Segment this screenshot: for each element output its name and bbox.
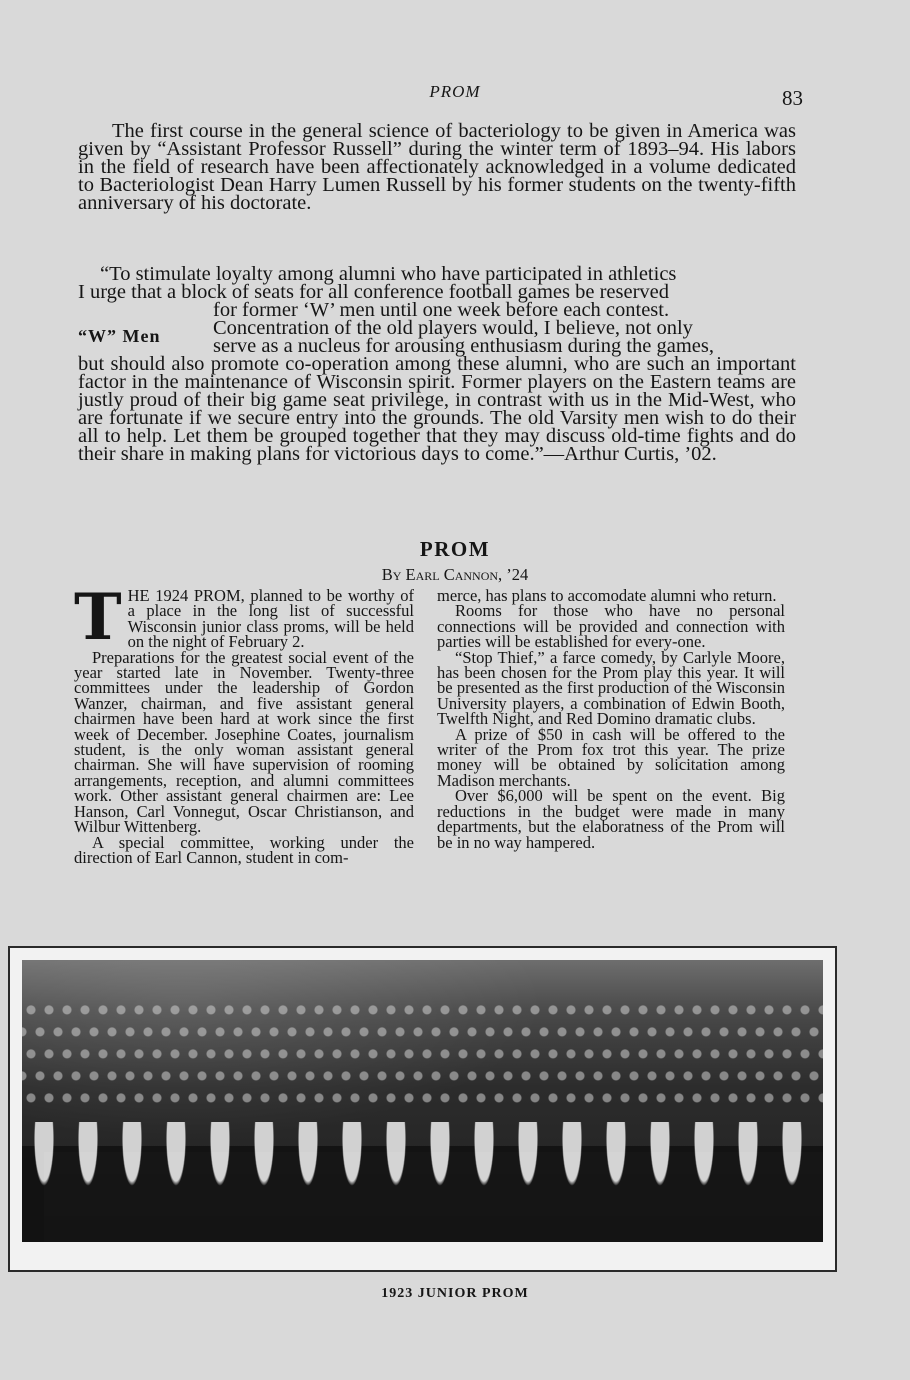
running-head: PROM: [429, 82, 481, 101]
left-paragraph-1-text: HE 1924 PROM, planned to be worthy of a place in the long list of successful Wisconsin junior class proms, will be held on the night of February 2.: [127, 586, 414, 652]
article-byline: By Earl Cannon, ’24: [381, 565, 529, 584]
w-men-sidehead: “W” Men: [78, 326, 161, 346]
front-row-couples: [22, 1122, 823, 1242]
w-men-rest: but should also promote co-operation among these alumni, who are such an important factor in the maintenance of Wisconsin spirit. Former players on the Eastern teams are justly proud of their big game seat privilege, in contrast with us in the Mid-West, who are fortunate if we secure entry into the grounds. The old Varsity men wish to do their all to help. Let them be grouped together that they may discuss old-time fights and do their share in making plans for victorious days to come.”—Arthur Curtis, ’02.: [78, 353, 796, 465]
crowd-row: [22, 1066, 823, 1088]
dropcap-letter: T: [74, 580, 122, 655]
crowd-row: [22, 1044, 823, 1066]
w-men-line-2: I urge that a block of seats for all conference football games be reserved: [78, 281, 670, 303]
right-paragraph-4: A prize of $50 in cash will be offered to the writer of the Prom fox trot this year. The prize money will be obtained by solicitation among Madison merchants.: [437, 724, 785, 790]
crowd-row: [22, 1088, 823, 1110]
page-number: 83: [782, 86, 803, 110]
right-paragraph-2: Rooms for those who have no personal connections will be provided and connection with parties will be established for every-one.: [437, 601, 785, 652]
right-paragraph-3: “Stop Thief,” a farce comedy, by Carlyle Moore, has been chosen for the Prom play this year. It will be presented as the first production of the Wisconsin University players, a combination of Edwin Booth, Twelfth Night, and Red Domino dramatic clubs.: [437, 647, 785, 729]
w-men-line-3: for former ‘W’ men until one week before each contest.: [213, 299, 670, 321]
bacteriology-text: The first course in the general science of bacteriology to be given in America was given by “Assistant Professor Russell” during the winter term of 1893–94. His labors in the field of research have been affectionately acknowledged in a volume dedicated to Bacteriologist Dean Harry Lumen Russell by his former students on the twenty-fifth anniversary of his doctorate.: [78, 120, 796, 214]
w-men-line-5: serve as a nucleus for arousing enthusiasm during the games,: [213, 335, 714, 357]
photo-caption: 1923 JUNIOR PROM: [381, 1286, 529, 1301]
article-right-column: [437, 588, 785, 850]
article-left-column: [74, 580, 414, 867]
w-men-line-4: Concentration of the old players would, I believe, not only: [213, 317, 693, 339]
crowd-row: [22, 1000, 823, 1022]
w-men-line-1: “To stimulate loyalty among alumni who have participated in athletics: [100, 263, 677, 285]
prom-crowd-photo: [22, 960, 823, 1242]
bacteriology-paragraph: [78, 122, 796, 212]
article-title: PROM: [419, 537, 491, 561]
crowd-row: [22, 1022, 823, 1044]
left-paragraph-3: A special committee, working under the direction of Earl Cannon, student in com-: [74, 832, 414, 867]
w-men-paragraph: [78, 265, 796, 463]
prom-photo-frame: [8, 946, 837, 1272]
left-paragraph-2: Preparations for the greatest social event of the year started late in November. Twenty-three committees under the leadership of Gordon Wanzer, chairman, and five assistant general chairmen have been hard at work since the first week of December. Josephine Coates, journalism student, is the only woman assistant general chairman. She will have supervision of rooming arrangements, reception, and alumni committees work. Other assistant general chairmen are: Lee Hanson, Carl Vonnegut, Oscar Christianson, and Wilbur Wittenberg.: [74, 647, 414, 837]
right-paragraph-1: merce, has plans to accomodate alumni who return.: [437, 586, 777, 605]
left-paragraph-1: [74, 580, 414, 655]
right-paragraph-5: Over $6,000 will be spent on the event. Big reductions in the budget were made in many departments, but the elaboratness of the Prom will be in no way hampered.: [437, 786, 785, 852]
